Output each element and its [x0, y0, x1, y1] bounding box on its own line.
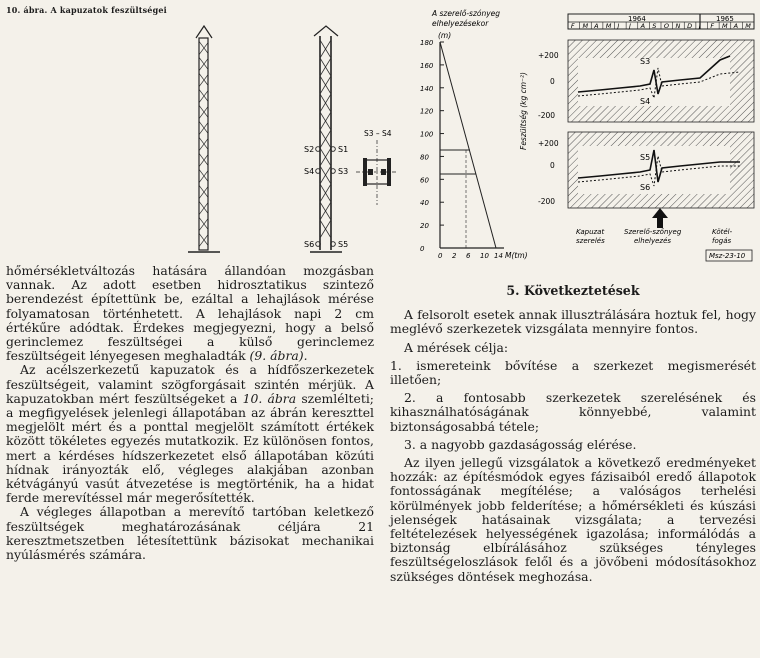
- goal-item-2: 2. a fontosabb szerkezetek szerelésének és kihasználhatóságának könnyebbé, valamint biztonságosabbá tétele;: [390, 390, 756, 434]
- height-chart-unit: (m): [438, 31, 452, 40]
- top-tick-0: 0: [550, 77, 555, 86]
- month-label: A: [640, 22, 646, 30]
- height-x-tick-label: 14: [494, 252, 503, 260]
- curve-label-s6: S6: [640, 183, 651, 192]
- sensor-label-s2: S2: [304, 145, 315, 154]
- figure-10: [0, 0, 760, 262]
- top-tick-minus200: -200: [538, 111, 556, 120]
- month-label: F: [570, 22, 575, 30]
- sensor-label-s3: S3: [338, 167, 349, 176]
- bottom-tick-minus200: -200: [538, 197, 556, 206]
- stress-ylabel: Feszültség (kg cm⁻²): [519, 72, 528, 150]
- sensor-label-s5: S5: [338, 240, 349, 249]
- height-x-tick-label: 6: [466, 252, 471, 260]
- figure-caption: 10. ábra. A kapuzatok feszültségei: [6, 5, 167, 15]
- height-x-tick-label: 0: [438, 252, 443, 260]
- sensor-label-s1: S1: [338, 145, 349, 154]
- month-label: D: [687, 22, 693, 30]
- month-label: M: [721, 22, 728, 30]
- left-paragraph-3: A végleges állapotban a merevítő tartóban keletkező feszültségek meghatározásának céljára 21 keresztmetszetben létesítettünk bázisokat mechanikai nyúlásmérés számára.: [6, 504, 374, 563]
- right-paragraph-3: Az ilyen jellegű vizsgálatok a következő eredményeket hozzák: az építésmódok egyes fázisaiból eredő állapotok fontosságának megítélése; a valóságos terhelési körülmények jobb felderítése; a hőmérsékleti és kúszási jelenségek hatásainak vizsgálata; a tervezési feltételezések helyességének igazolása; informálódás a biztonság elbírálásához szükséges tényleges feszültségeloszlások felől és a jövőbeni módosításokhoz szükséges döntések meghozása.: [390, 455, 756, 584]
- figure-reference-10: 10. ábra: [242, 390, 297, 406]
- month-label: M: [605, 22, 612, 30]
- annot-mid-2: elhelyezés: [634, 237, 672, 245]
- sensor-label-s6: S6: [304, 240, 315, 249]
- figure-reference-9: (9. ábra).: [249, 348, 308, 364]
- section-label: S3 – S4: [364, 129, 392, 138]
- height-chart-title-1: A szerelő-szónyeg: [432, 9, 501, 18]
- left-paragraph-1: hőmérsékletváltozás hatására állandóan mozgásban vannak. Az adott esetben hidrosztatikus szintező berendezést építettünk be, ezáltal a lehajlások mérése folyamatosan történhetett. A lehajlások napi 2 cm értékűre adódtak. Érdekes megjegyezni, hogy a belső gerinclemez feszültségei a külső gerinclemez feszültségeit lényegesen meghaladták (9. ábra).: [6, 263, 374, 364]
- month-label: J: [617, 22, 620, 30]
- figure-code: Msz-23-10: [709, 252, 746, 260]
- curve-label-s4: S4: [640, 97, 651, 106]
- month-label: A: [594, 22, 599, 30]
- stress-chart: [519, 14, 754, 261]
- height-x-tick-label: 10: [480, 252, 489, 260]
- curve-label-s5: S5: [640, 153, 651, 162]
- month-label: J: [628, 22, 631, 30]
- left-paragraph-2: Az acélszerkezetű kapuzatok és a hídfőszerkezetek feszültségeit, valamint szögforgásait szintén mérjük. A kapuzatokban mért feszültségeket a 10. ábra szemlélteti; a megfigyelések jelenlegi állapotában az ábrán kereszttel megjelölt mért és a ponttal megjelölt számított értékek között tökéletes egyezés mutatkozik. Ez különösen fontos, mert a kérdéses hídszerkezetet első állapotában közúti hídnak irányozták elő, végleges alakjában azonban kétvágányú vasút átvezetése is megtörténik, ha a hidat ferde merevítéssel már megerősítették.: [6, 362, 374, 506]
- height-y-tick-label: 100: [420, 130, 434, 139]
- annot-left-2: szerelés: [576, 237, 605, 245]
- height-y-tick-label: 160: [420, 61, 434, 70]
- annot-right-2: fogás: [712, 237, 732, 245]
- curve-label-s3: S3: [640, 57, 651, 66]
- section-heading: 5. Következtetések: [506, 283, 640, 298]
- annot-left-1: Kapuzat: [576, 228, 605, 236]
- annot-mid-1: Szerelő-szőnyeg: [624, 228, 682, 236]
- month-label: F: [710, 22, 715, 30]
- height-y-tick-label: 180: [420, 39, 434, 47]
- right-paragraph-1: A felsorolt esetek annak illusztrálására hoztuk fel, hogy meglévő szerkezetek vizsgálata mennyire fontos.: [390, 307, 756, 337]
- height-y-tick-label: 120: [420, 107, 434, 116]
- month-label: N: [675, 22, 681, 30]
- tower-front-view: [304, 26, 348, 252]
- goal-item-3: 3. a nagyobb gazdaságosság elérése.: [404, 436, 637, 452]
- sensor-label-s4: S4: [304, 167, 315, 176]
- month-label: J: [698, 22, 701, 30]
- left-text-column: [6, 264, 374, 562]
- height-chart-title-2: elhelyezésekor: [432, 19, 489, 28]
- month-label: M: [745, 22, 751, 30]
- year-1965: 1965: [716, 15, 734, 23]
- height-y-tick-label: 20: [420, 222, 429, 231]
- top-tick-plus200: +200: [538, 51, 559, 60]
- goal-item-1: 1. ismereteink bővítése a szerkezet megismerését illetően;: [390, 357, 756, 388]
- month-label: A: [733, 22, 739, 30]
- height-y-tick-label: 40: [420, 199, 429, 208]
- tower-side-view: [188, 26, 220, 252]
- right-paragraph-2: A mérések célja:: [404, 339, 509, 355]
- annot-right-1: Kötél-: [712, 228, 733, 236]
- month-label: M: [582, 22, 589, 30]
- bottom-tick-0: 0: [550, 161, 555, 170]
- month-label: O: [663, 22, 669, 30]
- height-y-tick-label: 140: [420, 84, 434, 93]
- height-y-tick-label: 0: [420, 245, 425, 253]
- height-chart-x-unit: M(tm): [505, 251, 528, 260]
- year-1964: 1964: [628, 15, 646, 23]
- bottom-tick-plus200: +200: [538, 139, 559, 148]
- height-x-tick-label: 2: [452, 252, 457, 260]
- height-chart: [420, 9, 528, 260]
- month-label: S: [652, 22, 657, 30]
- height-y-tick-label: 80: [420, 153, 429, 162]
- right-text-column: [390, 284, 756, 584]
- height-y-tick-label: 60: [420, 176, 429, 185]
- cross-section-s3-s4: [356, 129, 398, 205]
